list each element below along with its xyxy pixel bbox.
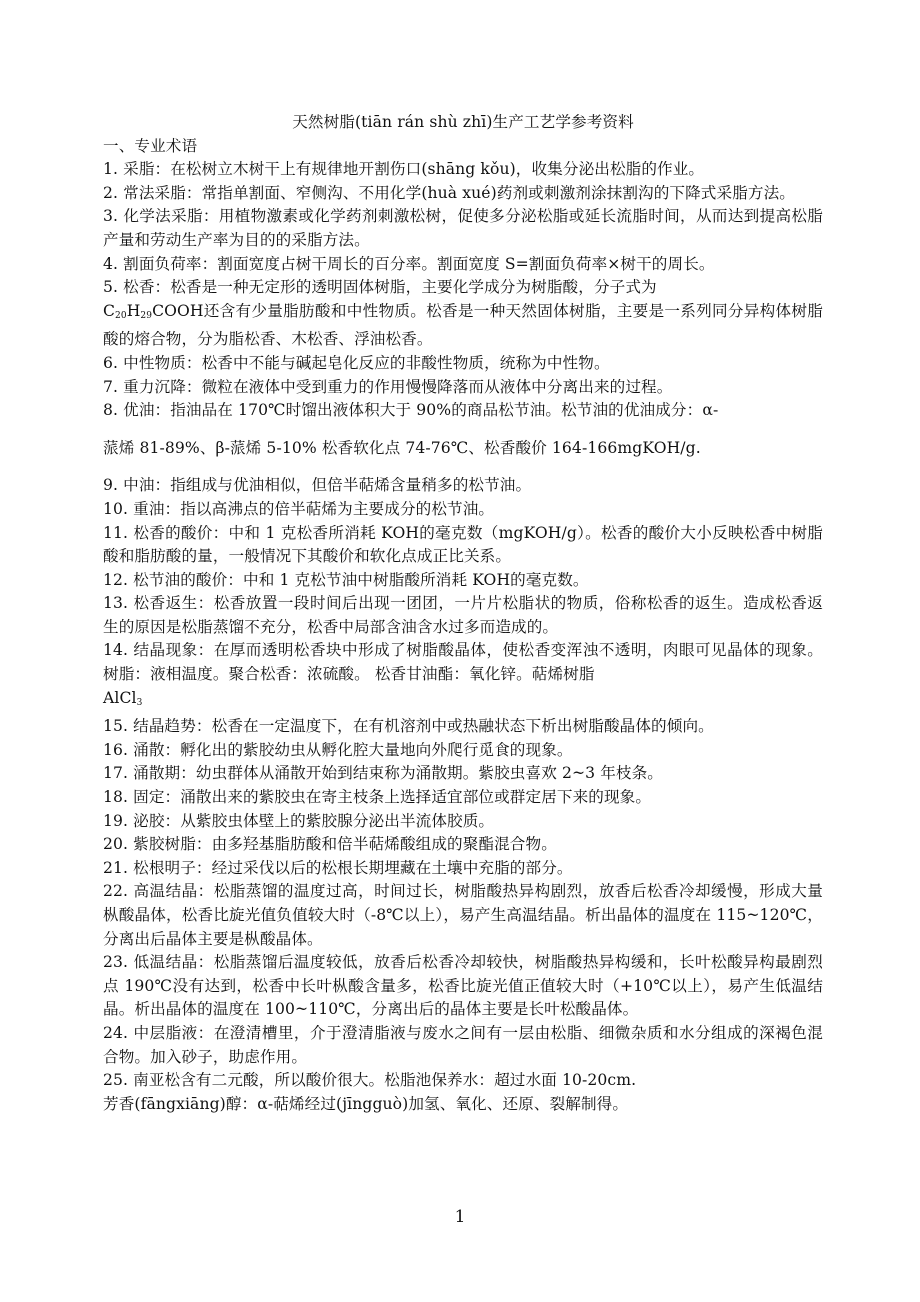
formula-c: C [103, 301, 116, 320]
term-20: 20. 紫胶树脂：由多羟基脂肪酸和倍半萜烯酸组成的聚酯混合物。 [103, 835, 557, 854]
formula-rest: COOH还含有少量脂肪酸和中性物质。松香是一种天然固体树脂，主要是一系列同分异构体树脂酸的熔合物，分为脂松香、木松香、浮油松香。 [103, 301, 823, 349]
term-12: 12. 松节油的酸价：中和 1 克松节油中树脂酸所消耗 KOH的毫克数。 [103, 570, 589, 589]
term-7: 7. 重力沉降：微粒在液体中受到重力的作用慢慢降落而从液体中分离出来的过程。 [103, 377, 673, 396]
term-17: 17. 涌散期：幼虫群体从涌散开始到结束称为涌散期。紫胶虫喜欢 2~3 年枝条。 [103, 764, 663, 783]
term-5-formula [103, 300, 823, 352]
page-number: 1 [454, 1207, 466, 1227]
term-2: 2. 常法采脂：常指单割面、窄侧沟、不用化学(huà xué)药剂或刺激剂涂抹割沟的下降式采脂方法。 [103, 183, 795, 202]
term-15: 15. 结晶趋势：松香在一定温度下，在有机溶剂中或热融状态下析出树脂酸晶体的倾向。 [103, 717, 714, 736]
term-9: 9. 中油：指组成与优油相似，但倍半萜烯含量稍多的松节油。 [103, 476, 532, 495]
term-19: 19. 泌胶：从紫胶虫体壁上的紫胶腺分泌出半流体胶质。 [103, 811, 495, 830]
term-13: 13. 松香返生：松香放置一段时间后出现一团团，一片片松脂状的物质，俗称松香的返生。造成松香返生的原因是松脂蒸馏不充分，松香中局部含油含水过多而造成的。 [103, 594, 823, 636]
term-8-continuation: 蒎烯 81-89%、β-蒎烯 5-10% 松香软化点 74-76℃、松香酸价 164-166mgKOH/g. [103, 438, 701, 457]
term-23: 23. 低温结晶：松脂蒸馏后温度较低，放香后松香冷却较快，树脂酸热异构缓和，长叶松酸异构最剧烈点 190℃没有达到，松香中长叶枞酸含量多，松香比旋光值正值较大时（+10℃以上），易产生低温结晶。析出晶体的温度在 100~110℃，分离出后的晶体主要是长叶松酸晶体。 [103, 953, 823, 1019]
alcl-text: AlCl [103, 688, 137, 707]
term-14: 14. 结晶现象：在厚而透明松香块中形成了树脂酸晶体，使松香变浑浊不透明，肉眼可见晶体的现象。树脂：液相温度。聚合松香：浓硫酸。 松香甘油酯：氧化锌。萜烯树脂 [103, 641, 823, 684]
term-4: 4. 割面负荷率：割面宽度占树干周长的百分率。割面宽度 S=割面负荷率×树干的周长。 [103, 254, 715, 273]
formula-c-subscript: 20 [115, 310, 127, 321]
alcl-subscript: 3 [136, 697, 143, 708]
term-21: 21. 松根明子：经过采伐以后的松根长期埋藏在土壤中充脂的部分。 [103, 858, 573, 877]
term-3: 3. 化学法采脂：用植物激素或化学药剂刺激松树，促使多分泌松脂或延长流脂时间，从而达到提高松脂产量和劳动生产率为目的的采脂方法。 [103, 207, 823, 249]
term-18: 18. 固定：涌散出来的紫胶虫在寄主枝条上选择适宜部位或群定居下来的现象。 [103, 788, 652, 807]
section-heading: 一、专业术语 [103, 136, 198, 155]
term-8: 8. 优油：指油品在 170℃时馏出液体积大于 90%的商品松节油。松节油的优油成分：α- [103, 401, 719, 420]
term-5: 5. 松香：松香是一种无定形的透明固体树脂，主要化学成分为树脂酸，分子式为 [103, 278, 657, 297]
formula-h: H [126, 301, 141, 320]
formula-h-subscript: 29 [140, 310, 153, 321]
term-11: 11. 松香的酸价：中和 1 克松香所消耗 KOH的毫克数（mgKOH/g）。松香的酸价大小反映松香中树脂酸和脂肪酸的量，一般情况下其酸价和软化点成正比关系。 [103, 523, 823, 566]
document-body [103, 111, 823, 1116]
term-10: 10. 重油：指以高沸点的倍半萜烯为主要成分的松节油。 [103, 499, 495, 518]
term-1: 1. 采脂：在松树立木树干上有规律地开割伤口(shāng kǒu)，收集分泌出松脂的作业。 [103, 160, 705, 179]
term-6: 6. 中性物质：松香中不能与碱起皂化反应的非酸性物质，统称为中性物。 [103, 353, 610, 372]
term-22: 22. 高温结晶：松脂蒸馏的温度过高，时间过长，树脂酸热异构剧烈，放香后松香冷却缓慢，形成大量枞酸晶体，松香比旋光值负值较大时（-8℃以上），易产生高温结晶。析出晶体的温度在 115~120℃，分离出后晶体主要是枞酸晶体。 [103, 882, 823, 948]
term-25: 25. 南亚松含有二元酸，所以酸价很大。松脂池保养水：超过水面 10-20cm. [103, 1071, 637, 1090]
term-aromatic-alcohol: 芳香(fāngxiāng)醇：α-萜烯经过(jīngguò)加氢、氧化、还原、裂解制得。 [103, 1094, 629, 1113]
term-14-continuation [103, 687, 823, 716]
document-title: 天然树脂(tiān rán shù zhī)生产工艺学参考资料 [292, 113, 634, 131]
term-16: 16. 涌散：孵化出的紫胶幼虫从孵化腔大量地向外爬行觅食的现象。 [103, 740, 573, 759]
term-24: 24. 中层脂液：在澄清槽里，介于澄清脂液与废水之间有一层由松脂、细微杂质和水分组成的深褐色混合物。加入砂子，助虑作用。 [103, 1023, 823, 1066]
